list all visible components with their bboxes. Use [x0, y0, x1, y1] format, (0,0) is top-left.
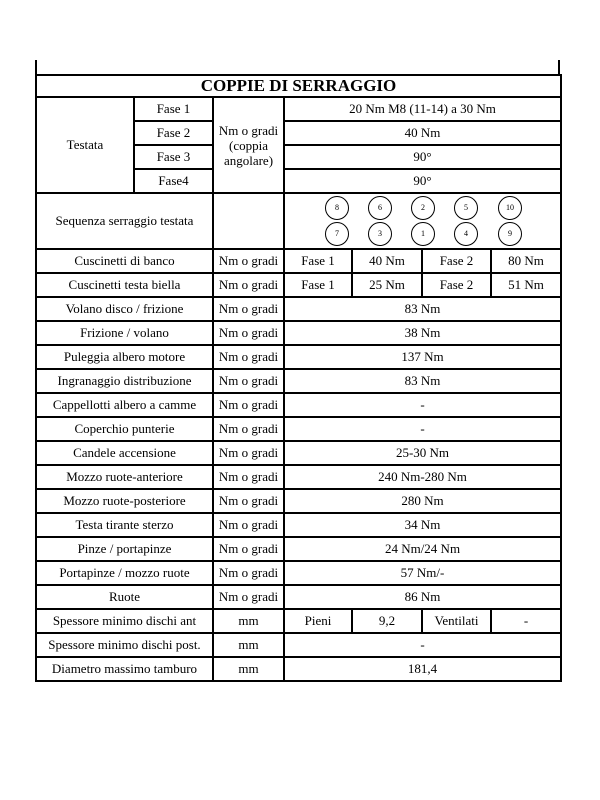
row-label: Volano disco / frizione [36, 297, 213, 321]
table-row [36, 249, 561, 273]
bolt-circle: 2 [411, 196, 435, 220]
row-value: 83 Nm [284, 297, 561, 321]
phase-label: Fase 2 [134, 121, 213, 145]
bolt-circle: 1 [411, 222, 435, 246]
row-label: Ingranaggio distribuzione [36, 369, 213, 393]
table-row [36, 633, 561, 657]
row-cell: - [491, 609, 561, 633]
row-label: Diametro massimo tamburo [36, 657, 213, 681]
table-row [36, 465, 561, 489]
row-label: Puleggia albero motore [36, 345, 213, 369]
row-value: 181,4 [284, 657, 561, 681]
row-cell: Fase 1 [284, 273, 352, 297]
phase-value: 90° [284, 145, 561, 169]
row-unit: mm [213, 633, 284, 657]
row-unit: Nm o gradi [213, 585, 284, 609]
row-cell: Fase 2 [422, 249, 491, 273]
row-cell: 80 Nm [491, 249, 561, 273]
row-unit: mm [213, 609, 284, 633]
sequence-diagram [284, 193, 561, 249]
phase-value: 40 Nm [284, 121, 561, 145]
row-cell: 25 Nm [352, 273, 422, 297]
row-unit: Nm o gradi [213, 321, 284, 345]
row-label: Portapinze / mozzo ruote [36, 561, 213, 585]
row-cell: 9,2 [352, 609, 422, 633]
row-label: Cuscinetti di banco [36, 249, 213, 273]
table-row [36, 537, 561, 561]
table-row [36, 657, 561, 681]
row-label: Spessore minimo dischi ant [36, 609, 213, 633]
testata-label: Testata [36, 97, 134, 193]
sequence-label: Sequenza serraggio testata [36, 193, 213, 249]
table-row [36, 513, 561, 537]
row-label: Pinze / portapinze [36, 537, 213, 561]
row-unit: Nm o gradi [213, 513, 284, 537]
row-value: 86 Nm [284, 585, 561, 609]
row-value: 83 Nm [284, 369, 561, 393]
testata-unit: Nm o gradi (coppia angolare) [213, 97, 284, 193]
title-row [36, 75, 561, 97]
torque-table [35, 74, 562, 682]
table-row [36, 345, 561, 369]
phase-value: 20 Nm M8 (11-14) a 30 Nm [284, 97, 561, 121]
row-value: 137 Nm [284, 345, 561, 369]
row-unit: Nm o gradi [213, 297, 284, 321]
table-row [36, 585, 561, 609]
row-unit: Nm o gradi [213, 345, 284, 369]
bolt-circle: 9 [498, 222, 522, 246]
row-value: - [284, 633, 561, 657]
bolt-circle: 4 [454, 222, 478, 246]
row-unit: Nm o gradi [213, 417, 284, 441]
row-value: 24 Nm/24 Nm [284, 537, 561, 561]
table-top-edge [35, 60, 560, 74]
phase-value: 90° [284, 169, 561, 193]
row-label: Spessore minimo dischi post. [36, 633, 213, 657]
phase-label: Fase 1 [134, 97, 213, 121]
row-value: 34 Nm [284, 513, 561, 537]
bolt-circle: 6 [368, 196, 392, 220]
row-label: Testa tirante sterzo [36, 513, 213, 537]
row-unit: Nm o gradi [213, 489, 284, 513]
phase-label: Fase 3 [134, 145, 213, 169]
row-value: 280 Nm [284, 489, 561, 513]
row-cell: 51 Nm [491, 273, 561, 297]
table-row [36, 561, 561, 585]
row-label: Coperchio punterie [36, 417, 213, 441]
row-cell: 40 Nm [352, 249, 422, 273]
phase-label: Fase4 [134, 169, 213, 193]
row-value: 38 Nm [284, 321, 561, 345]
row-value: - [284, 417, 561, 441]
table-row [36, 417, 561, 441]
row-unit: mm [213, 657, 284, 681]
row-label: Ruote [36, 585, 213, 609]
table-row [36, 441, 561, 465]
bolt-circle: 10 [498, 196, 522, 220]
row-label: Mozzo ruote-posteriore [36, 489, 213, 513]
row-unit: Nm o gradi [213, 441, 284, 465]
row-label: Mozzo ruote-anteriore [36, 465, 213, 489]
row-unit: Nm o gradi [213, 561, 284, 585]
row-cell: Fase 2 [422, 273, 491, 297]
row-unit: Nm o gradi [213, 369, 284, 393]
row-label: Frizione / volano [36, 321, 213, 345]
row-unit: Nm o gradi [213, 537, 284, 561]
table-row [36, 369, 561, 393]
bolt-circle: 7 [325, 222, 349, 246]
row-value: 240 Nm-280 Nm [284, 465, 561, 489]
row-cell: Fase 1 [284, 249, 352, 273]
bolt-circle: 8 [325, 196, 349, 220]
row-unit: Nm o gradi [213, 273, 284, 297]
row-value: 25-30 Nm [284, 441, 561, 465]
row-value: 57 Nm/- [284, 561, 561, 585]
table-row [36, 489, 561, 513]
row-unit: Nm o gradi [213, 465, 284, 489]
table-row [36, 97, 561, 121]
row-unit: Nm o gradi [213, 249, 284, 273]
table-row [36, 297, 561, 321]
sequence-unit-empty [213, 193, 284, 249]
row-cell: Ventilati [422, 609, 491, 633]
row-label: Cuscinetti testa biella [36, 273, 213, 297]
row-cell: Pieni [284, 609, 352, 633]
table-row [36, 321, 561, 345]
sequence-row [36, 193, 561, 249]
table-row [36, 609, 561, 633]
table-row [36, 273, 561, 297]
row-label: Cappellotti albero a camme [36, 393, 213, 417]
table-row [36, 393, 561, 417]
bolt-circle: 3 [368, 222, 392, 246]
bolt-circle: 5 [454, 196, 478, 220]
table-title: COPPIE DI SERRAGGIO [36, 75, 561, 97]
row-unit: Nm o gradi [213, 393, 284, 417]
row-label: Candele accensione [36, 441, 213, 465]
row-value: - [284, 393, 561, 417]
